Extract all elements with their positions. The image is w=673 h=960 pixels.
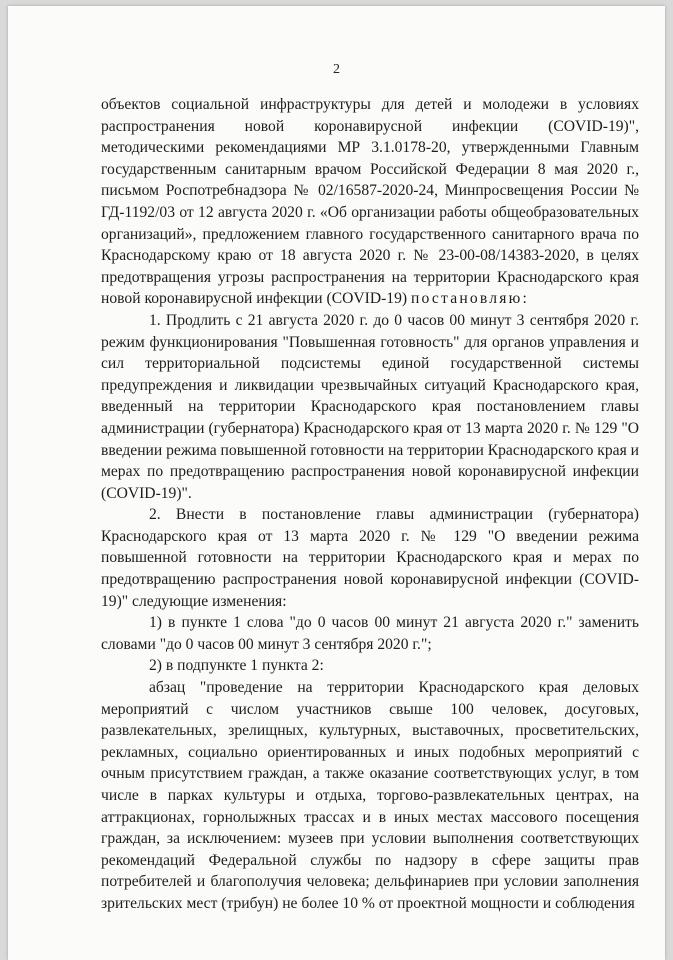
page-number: 2 (333, 62, 340, 77)
document-page (8, 6, 665, 960)
paragraph-intro (101, 94, 639, 310)
paragraph-intro-tail: : (522, 290, 527, 308)
paragraph-item-1: 1. Продлить с 21 августа 2020 г. до 0 часов 00 минут 3 сентября 2020 г. режим функционирования "Повышенная готовность" для органов управления и сил территориальной подсистемы единой государственной системы предупреждения и ликвидации чрезвычайных ситуаций Краснодарского края, введенный на территории Краснодарского края постановлением главы администрации (губернатора) Краснодарского края от 13 марта 2020 г. № 129 "О введении режима повышенной готовности на территории Краснодарского края и мерах по предотвращению распространения новой коронавирусной инфекции (COVID-19)". (101, 311, 640, 502)
paragraph-item-2-1: 1) в пункте 1 слова "до 0 часов 00 минут 21 августа 2020 г." заменить словами "до 0 часов 00 минут 3 сентября 2020 г."; (101, 614, 639, 653)
paragraph-item-2: 2. Внести в постановление главы администрации (губернатора) Краснодарского края от 13 марта 2020 г. № 129 "О введении режима повышенной готовности на территории Краснодарского края и мерах по предотвращению распространения новой коронавирусной инфекции (COVID-19)" следующие изменения: (101, 506, 639, 610)
decree-word: постановляю (410, 290, 523, 308)
paragraph-item-2-2: 2) в подпункте 1 пункта 2: (149, 657, 324, 675)
paragraph-intro-text: объектов социальной инфраструктуры для детей и молодежи в условиях распространения новой коронавирусной инфекции (COVID-19)", методическими рекомендациями МР 3.1.0178-20, утвержденными Главным государственным санитарным врачом Российской Федерации 8 мая 2020 г., письмом Роспотребнадзора № 02/16587-2020-24, Минпросвещения России № ГД-1192/03 от 12 августа 2020 г. «Об организации работы общеобразовательных организаций», предложением главного государственного санитарного врача по Краснодарскому краю от 18 августа 2020 г. № 23-00-08/14383-2020, в целях предотвращения угрозы распространения на территории Краснодарского края новой коронавирусной инфекции (COVID-19) (101, 96, 639, 308)
document-body (101, 94, 639, 915)
paragraph-abzac: абзац "проведение на территории Краснодарского края деловых мероприятий с числом участников свыше 100 человек, досуговых, развлекательных, зрелищных, культурных, выставочных, просветительских, рекламных, социально ориентированных и иных подобных мероприятий с очным присутствием граждан, а также оказание соответствующих услуг, в том числе в парках культуры и отдыха, торгово-развлекательных центрах, на аттракционах, горнолыжных трассах и в иных местах массового посещения граждан, за исключением: музеев при условии выполнения соответствующих рекомендаций Федеральной службы по надзору в сфере защиты прав потребителей и благополучия человека; дельфинариев при условии заполнения зрительских мест (трибун) не более 10 % от проектной мощности и соблюдения (101, 679, 639, 912)
